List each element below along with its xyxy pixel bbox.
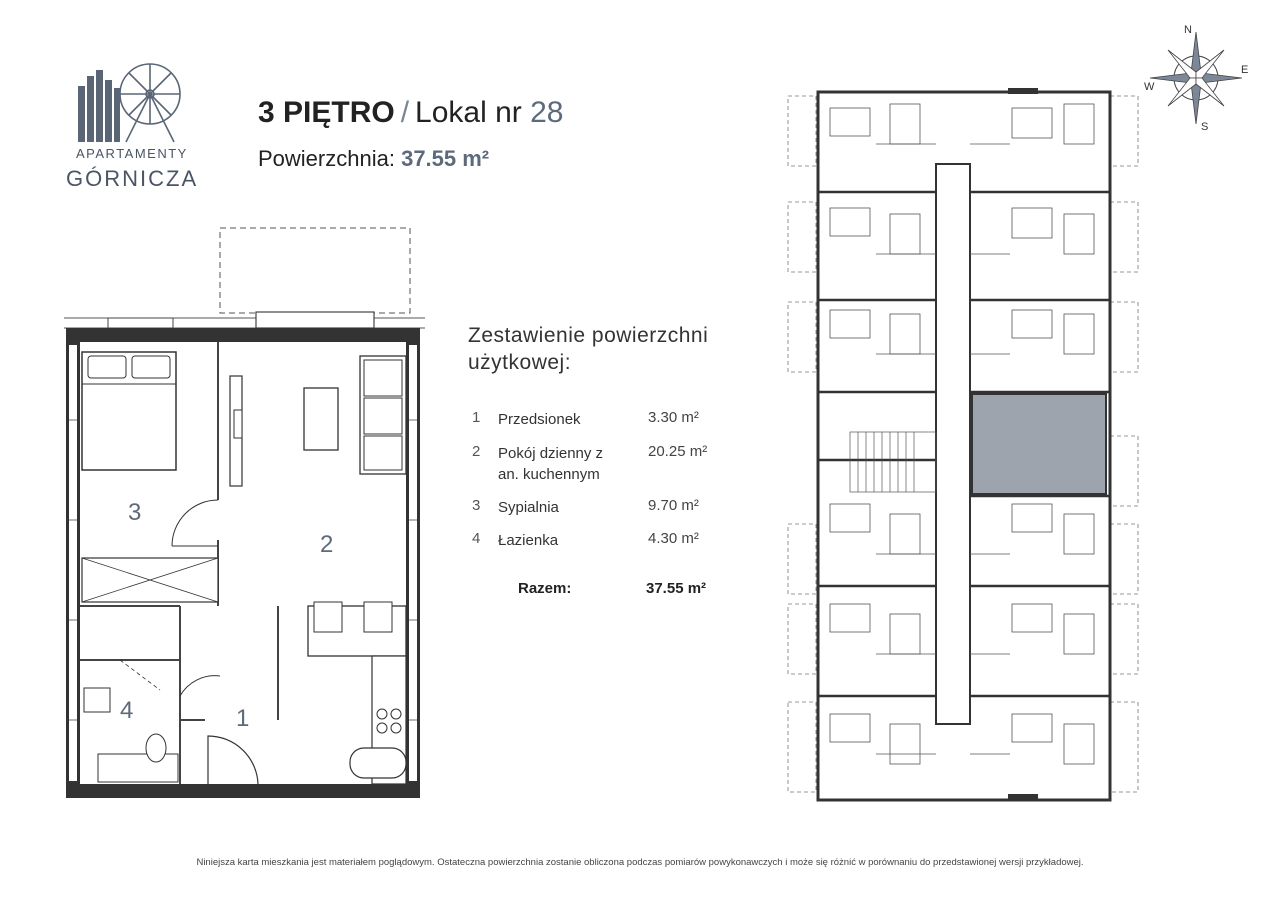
compass-icon bbox=[1136, 18, 1256, 138]
unit-title bbox=[258, 96, 564, 130]
area-value: 37.55 m² bbox=[401, 146, 490, 171]
compass-w: W bbox=[1144, 81, 1155, 93]
room-label-4: 4 bbox=[120, 697, 134, 724]
room-area: 20.25 m² bbox=[648, 443, 708, 460]
window-icon bbox=[108, 318, 173, 328]
room-number: 1 bbox=[472, 409, 481, 426]
building-floorplan bbox=[780, 84, 1150, 804]
room-number: 2 bbox=[472, 443, 481, 460]
room-area: 9.70 m² bbox=[648, 497, 699, 514]
total-value: 37.55 m² bbox=[646, 580, 707, 597]
compass-n: N bbox=[1184, 24, 1192, 36]
room-name: Łazienka bbox=[498, 532, 559, 549]
highlighted-unit bbox=[972, 394, 1106, 494]
area-line bbox=[258, 146, 489, 172]
unit-number: 28 bbox=[530, 96, 564, 129]
summary-title-line2: użytkowej: bbox=[468, 351, 572, 374]
compass-e: E bbox=[1241, 64, 1249, 76]
toilet-icon bbox=[146, 734, 166, 762]
title-slash: / bbox=[400, 96, 410, 129]
sofa-icon bbox=[360, 356, 406, 474]
area-label: Powierzchnia: bbox=[258, 146, 395, 171]
room-number: 4 bbox=[472, 530, 481, 547]
room-label-1: 1 bbox=[236, 705, 250, 732]
sink-icon bbox=[350, 748, 406, 778]
total-label: Razem: bbox=[518, 580, 572, 597]
washbasin-icon bbox=[84, 688, 110, 712]
summary-title bbox=[468, 322, 708, 376]
room-label-2: 2 bbox=[320, 531, 334, 558]
unit-label: Lokal nr bbox=[415, 96, 522, 129]
logo-text-line1: APARTAMENTY bbox=[76, 146, 188, 161]
room-number: 3 bbox=[472, 497, 481, 514]
room-name: Pokój dzienny z an. kuchennym bbox=[498, 445, 604, 483]
logo-text-line2: GÓRNICZA bbox=[66, 166, 199, 191]
balcony-outline bbox=[220, 228, 410, 313]
balcony-door-icon bbox=[256, 312, 374, 328]
unit-floorplan bbox=[60, 220, 430, 810]
compass-s: S bbox=[1201, 121, 1209, 133]
summary-title-line1: Zestawienie powierzchni bbox=[468, 324, 709, 347]
room-area: 3.30 m² bbox=[648, 409, 699, 426]
room-area: 4.30 m² bbox=[648, 530, 699, 547]
disclaimer: Niniejsza karta mieszkania jest materiałem poglądowym. Ostateczna powierzchnia zostanie obliczona podczas pomiarów powykonawczych i może się różnić w porównaniu do przedstawionej wersji przykładowej. bbox=[196, 857, 1084, 868]
room-label-3: 3 bbox=[128, 499, 142, 526]
room-name: Przedsionek bbox=[498, 411, 581, 428]
room-name: Sypialnia bbox=[498, 499, 559, 516]
floor-label: 3 PIĘTRO bbox=[258, 96, 395, 129]
table-icon bbox=[304, 388, 338, 450]
